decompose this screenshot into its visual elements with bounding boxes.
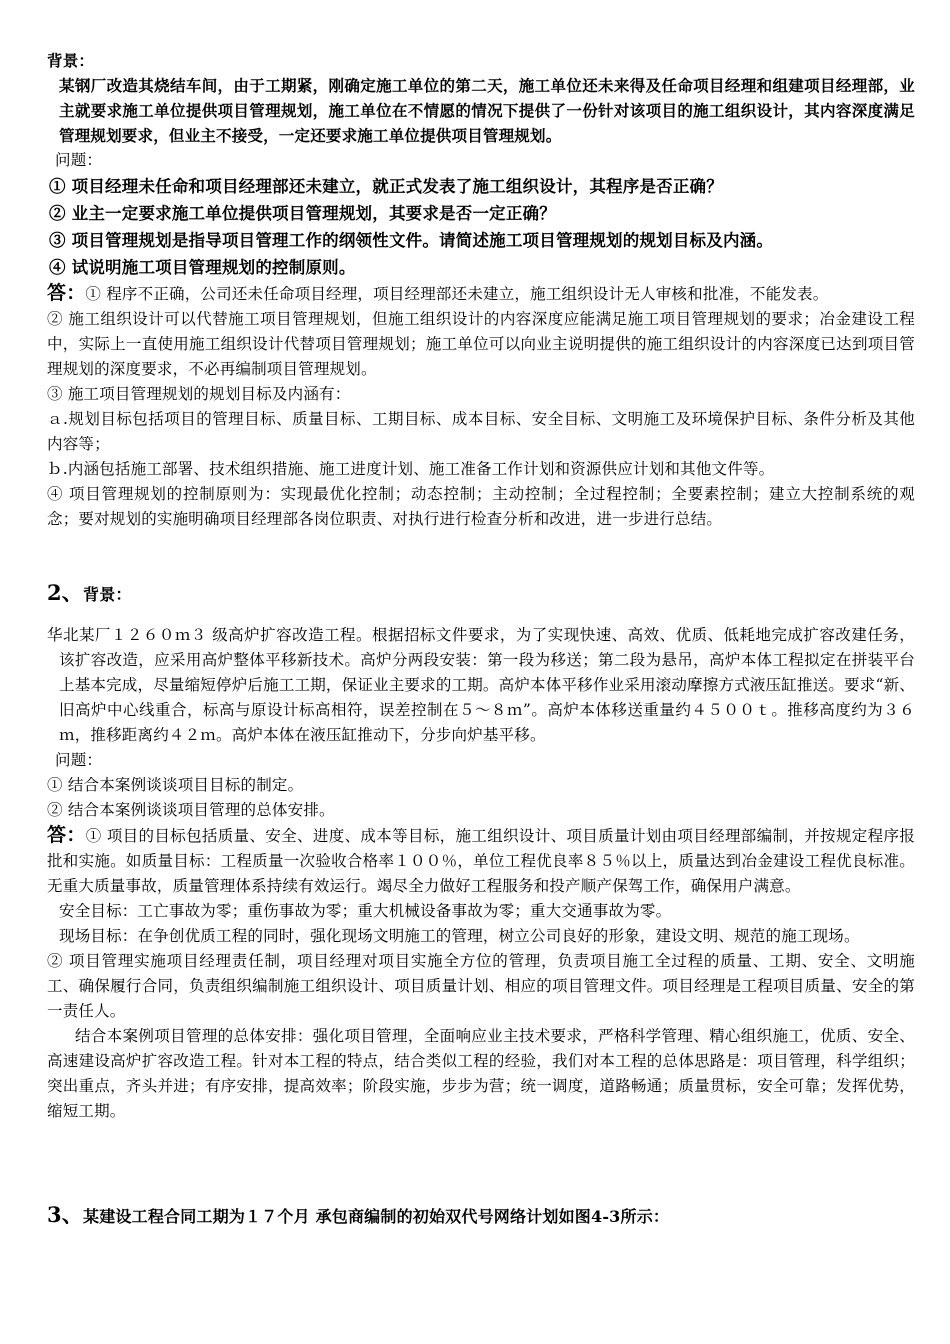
case1-answer-1-line — [47, 281, 915, 307]
case2-answer-site: 现场目标：在争创优质工程的同时，强化现场文明施工的管理，树立公司良好的形象，建设文明、规范的施工现场。 — [59, 927, 860, 945]
case2-background: 华北某厂１２６０ｍ３ 级高炉扩容改造工程。根据招标文件要求，为了实现快速、高效、优质、低耗地完成扩容改建任务，该扩容改造，应采用高炉整体平移新技术。高炉分两段安装：第一段为移送；第二段为悬吊，高炉本体工程拟定在拼装平台上基本完成，尽量缩短停炉后施工工期，保证业主要求的工期。高炉本体平移作业采用滚动摩擦方式液压缸推送。要求“新、旧高炉中心线重合，标高与原设计标高相符，误差控制在５～８ｍ”。高炉本体移送重量约４５００ｔ。推移高度约为３６ｍ，推移距离约４２ｍ。高炉本体在液压缸推动下，分步向炉基平移。 — [47, 626, 915, 744]
case1-answer-3a: ａ.规划目标包括项目的管理目标、质量目标、工期目标、成本目标、安全目标、文明施工及环境保护目标、条件分析及其他内容等； — [47, 410, 915, 453]
case1-answer-4: ④ 项目管理规划的控制原则为：实现最优化控制；动态控制；主动控制；全过程控制；全要素控制；建立大控制系统的观念；要对规划的实施明确项目经理部各岗位职责、对执行进行检查分析和改进，进一步进行总结。 — [47, 485, 915, 528]
case2-answer-overall: 结合本案例项目管理的总体安排：强化项目管理，全面响应业主技术要求，严格科学管理、精心组织施工，优质、安全、高速建设高炉扩容改造工程。针对本工程的特点，结合类似工程的经验，我们对本工程的总体思路是：项目管理，科学组织；突出重点，齐头并进；有序安排，提高效率；阶段实施，步步为营；统一调度，道路畅通；质量贯标，安全可靠；发挥优势，缩短工期。 — [47, 1027, 915, 1120]
case2-question-2: ② 结合本案例谈谈项目管理的总体安排。 — [47, 801, 335, 819]
case1-questions-label: 问题： — [55, 151, 103, 169]
case2-answer-1: ① 项目的目标包括质量、安全、进度、成本等目标，施工组织设计、项目质量计划由项目经理部编制，并按规定程序报批和实施。如质量目标：工程质量一次验收合格率１００％，单位工程优良率８５％以上，质量达到冶金建设工程优良标准。无重大质量事故，质量管理体系持续有效运行。竭尽全力做好工程服务和投产顺产保驾工作，确保用户满意。 — [47, 827, 915, 895]
case1-answer-label: 答： — [47, 282, 86, 304]
document-page — [47, 48, 915, 1229]
case1-question-3: ③ 项目管理规划是指导项目管理工作的纲领性文件。请简述施工项目管理规划的规划目标及内涵。 — [49, 231, 774, 250]
case2-answer-1-line — [47, 823, 915, 899]
case3-text: 某建设工程合同工期为１７个月 承包商编制的初始双代号网络计划如图4-3所示： — [83, 1207, 670, 1226]
case2-answer-safety: 安全目标：工亡事故为零；重伤事故为零；重大机械设备事故为零；重大交通事故为零。 — [59, 902, 672, 920]
case1-question-2: ② 业主一定要求施工单位提供项目管理规划，其要求是否一定正确？ — [49, 204, 556, 223]
case3-number: 3、 — [47, 1202, 84, 1227]
case1-heading: 背景： — [47, 51, 95, 70]
case1-answer-3b: ｂ.内涵包括施工部署、技术组织措施、施工进度计划、施工准备工作计划和资源供应计划和其他文件等。 — [47, 460, 775, 478]
case1-question-1: ① 项目经理未任命和项目经理部还未建立，就正式发表了施工组织设计，其程序是否正确？ — [49, 177, 723, 196]
case1-answer-1: ① 程序不正确，公司还未任命项目经理，项目经理部还未建立，施工组织设计无人审核和批准，不能发表。 — [85, 285, 829, 303]
case2-questions-label: 问题： — [55, 751, 103, 769]
case2-answer-label: 答： — [47, 824, 86, 846]
case1-background: 某钢厂改造其烧结车间，由于工期紧，刚确定施工单位的第二天，施工单位还未来得及任命项目经理和组建项目经理部，业主就要求施工单位提供项目管理规划，施工单位在不情愿的情况下提供了一份针对该项目的施工组织设计，其内容深度满足管理规划要求，但业主不接受，一定还要求施工单位提供项目管理规划。 — [59, 76, 915, 145]
case2-question-1: ① 结合本案例谈谈项目目标的制定。 — [47, 776, 304, 794]
case2-heading: 背景： — [83, 585, 132, 604]
case3-line — [47, 1202, 915, 1229]
case2-heading-line — [47, 580, 915, 607]
case2-number: 2、 — [47, 580, 84, 605]
case1-answer-2: ② 施工组织设计可以代替施工项目管理规划，但施工组织设计的内容深度应能满足施工项目管理规划的要求；冶金建设工程中，实际上一直使用施工组织设计代替项目管理规划；施工单位可以向业主说明提供的施工组织设计的内容深度已达到项目管理规划的深度要求，不必再编制项目管理规划。 — [47, 310, 915, 378]
case2-answer-2: ② 项目管理实施项目经理责任制，项目经理对项目实施全方位的管理，负责项目施工全过程的质量、工期、安全、文明施工、确保履行合同，负责组织编制施工组织设计、项目质量计划、相应的项目管理文件。项目经理是工程项目质量、安全的第一责任人。 — [47, 952, 915, 1020]
case1-question-4: ④ 试说明施工项目管理规划的控制原则。 — [49, 258, 356, 277]
case1-answer-3: ③ 施工项目管理规划的规划目标及内涵有： — [47, 385, 351, 403]
